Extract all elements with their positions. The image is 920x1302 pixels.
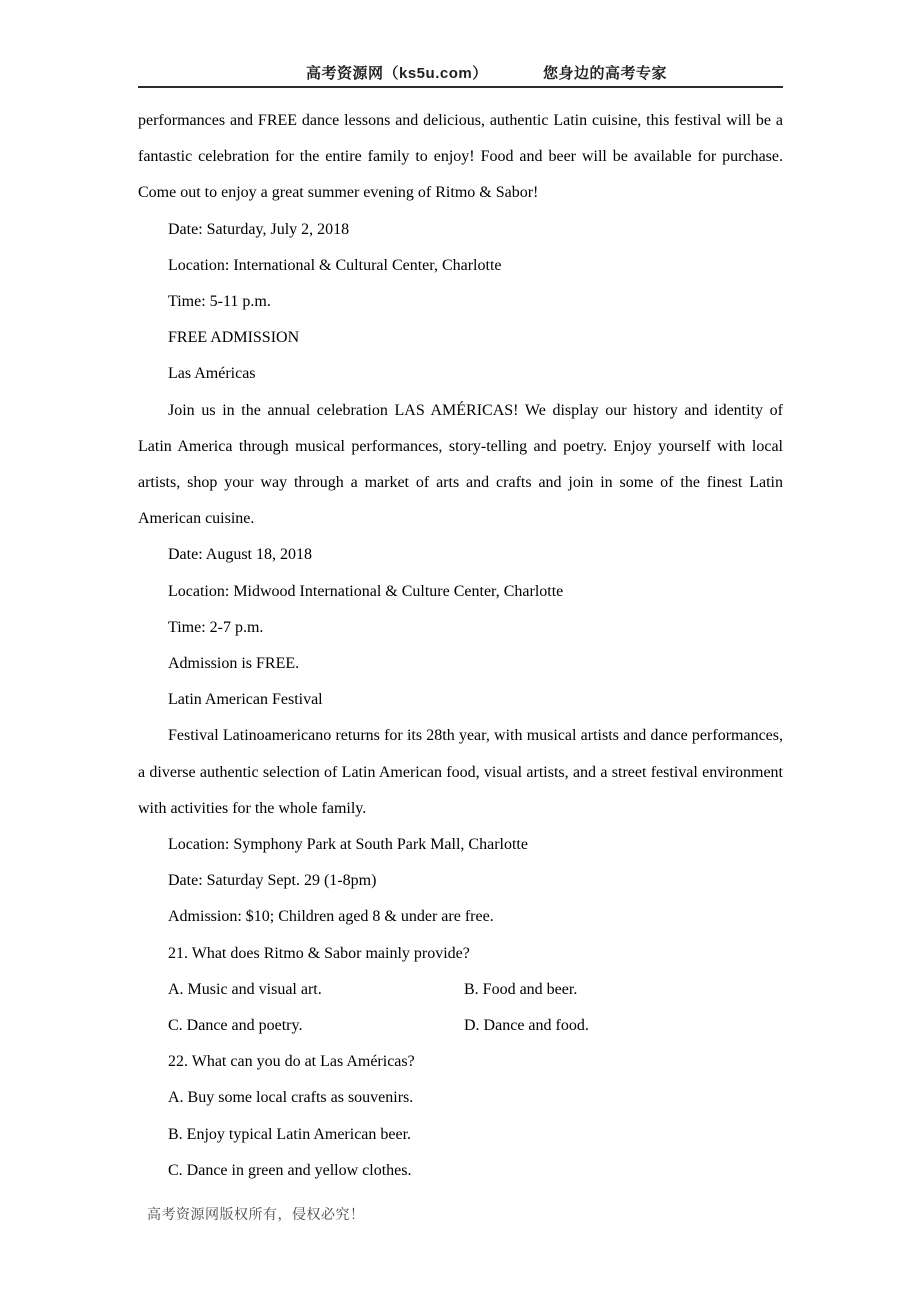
paragraph-line: fantastic celebration for the entire family to enjoy! Food and beer will be available for purchase.	[138, 148, 783, 166]
paragraph-line: artists, shop your way through a market of arts and crafts and join in some of the finest Latin	[138, 474, 783, 492]
event1-date-line: Date: Saturday, July 2, 2018	[168, 220, 350, 238]
paragraph-line: Join us in the annual celebration LAS AMÉRICAS! We display our history and identity of	[168, 401, 783, 419]
event1-time-line: Time: 5-11 p.m.	[168, 293, 271, 311]
event2-title-line: Latin American Festival	[168, 691, 323, 709]
event1-location-line: Location: International & Cultural Center, Charlotte	[168, 256, 502, 274]
event3-date-line: Date: Saturday Sept. 29 (1-8pm)	[168, 872, 377, 890]
paragraph-line: Festival Latinoamericano returns for its 28th year, with musical artists and dance performances,	[168, 727, 783, 745]
q21-option-b: B. Food and beer.	[464, 980, 578, 998]
event1-title-line: Las Américas	[168, 365, 256, 383]
event3-location-line: Location: Symphony Park at South Park Mall, Charlotte	[168, 836, 528, 854]
question-22: 22. What can you do at Las Américas?	[168, 1053, 415, 1071]
q21-option-a: A. Music and visual art.	[168, 980, 322, 998]
event1-admission-line: FREE ADMISSION	[168, 329, 300, 347]
event2-date-line: Date: August 18, 2018	[168, 546, 312, 564]
q21-option-d: D. Dance and food.	[464, 1017, 589, 1035]
paragraph-line: with activities for the whole family.	[138, 799, 367, 817]
paragraph-line: Come out to enjoy a great summer evening of Ritmo & Sabor!	[138, 184, 539, 202]
q21-options-row-2	[138, 1008, 783, 1044]
header-rule	[138, 86, 783, 88]
document-body	[138, 103, 783, 1189]
q22-option-c: C. Dance in green and yellow clothes.	[168, 1161, 412, 1179]
event3-admission-line: Admission: $10; Children aged 8 & under are free.	[168, 908, 494, 926]
q21-option-c: C. Dance and poetry.	[168, 1017, 303, 1035]
paragraph-line: a diverse authentic selection of Latin American food, visual artists, and a street festival environment	[138, 763, 783, 781]
paragraph-line: performances and FREE dance lessons and delicious, authentic Latin cuisine, this festival will be a	[138, 112, 783, 129]
q21-options-row-1	[138, 972, 783, 1008]
q22-option-b: B. Enjoy typical Latin American beer.	[168, 1125, 412, 1143]
header-slogan-label: 您身边的高考专家	[543, 65, 668, 82]
event2-admission-line: Admission is FREE.	[168, 655, 300, 673]
event2-location-line: Location: Midwood International & Culture Center, Charlotte	[168, 582, 564, 600]
paragraph-line: American cuisine.	[138, 510, 255, 528]
question-21: 21. What does Ritmo & Sabor mainly provide?	[168, 944, 470, 962]
event2-time-line: Time: 2-7 p.m.	[168, 618, 264, 636]
footer-copyright: 高考资源网版权所有，侵权必究！	[147, 1206, 365, 1222]
q22-option-a: A. Buy some local crafts as souvenirs.	[168, 1089, 414, 1107]
paragraph-line: Latin America through musical performances, story-telling and poetry. Enjoy yourself with local	[138, 437, 783, 455]
header-site-label: 高考资源网（ks5u.com）	[306, 65, 488, 82]
